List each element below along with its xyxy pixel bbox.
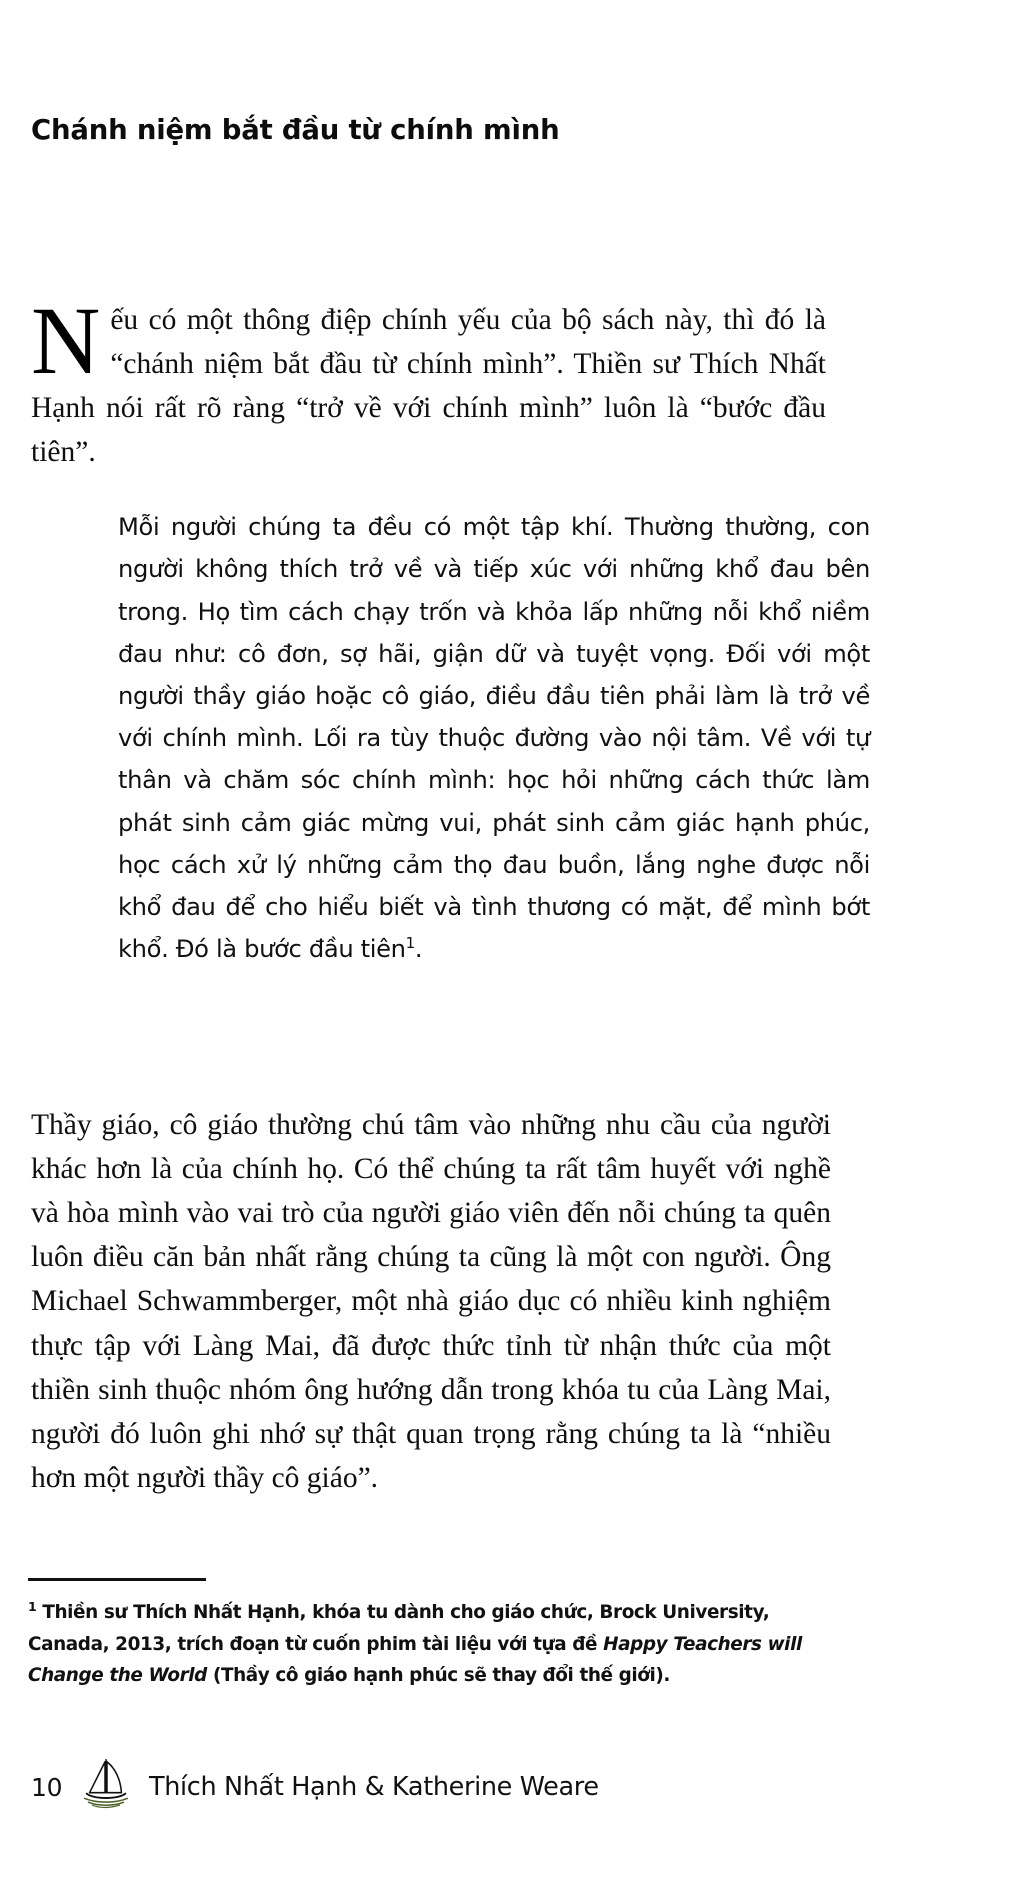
lead-paragraph-text: ếu có một thông điệp chính yếu của bộ sách này, thì đó là “chánh niệm bắt đầu từ chính mình”. Thiền sư Thích Nhất Hạnh nói rất rõ ràng “trở về với chính mình” luôn là “bước đầu tiên”. bbox=[31, 303, 826, 468]
sailboat-icon bbox=[77, 1754, 135, 1812]
footnote-reference-marker[interactable]: 1 bbox=[405, 934, 415, 953]
footnote-text-part-one: Thiền sư Thích Nhất Hạnh, khóa tu dành cho giáo chức, Brock University, Canada, 2013, trích đoạn từ cuốn phim tài liệu với tựa đề bbox=[28, 1602, 770, 1655]
lead-paragraph bbox=[31, 286, 826, 474]
page-footer bbox=[31, 1758, 599, 1816]
drop-cap-letter: N bbox=[31, 286, 101, 394]
block-quote-text: Mỗi người chúng ta đều có một tập khí. Thường thường, con người không thích trở về và tiếp xúc với những khổ đau bên trong. Họ tìm cách chạy trốn và khỏa lấp những nỗi khổ niềm đau như: cô đơn, sợ hãi, giận dữ và tuyệt vọng. Đối với một người thầy giáo hoặc cô giáo, điều đầu tiên phải làm là trở về với chính mình. Lối ra tùy thuộc đường vào nội tâm. Về với tự thân và chăm sóc chính mình: học hỏi những cách thức làm phát sinh cảm giác mừng vui, phát sinh cảm giác hạnh phúc, học cách xử lý những cảm thọ đau buồn, lắng nghe được nỗi khổ đau để cho hiểu biết và tình thương có mặt, để mình bớt khổ. Đó là bước đầu tiên bbox=[118, 513, 870, 964]
footnote-text-part-two: (Thầy cô giáo hạnh phúc sẽ thay đổi thế giới). bbox=[206, 1665, 671, 1686]
page-number: 10 bbox=[31, 1772, 63, 1802]
block-quote-trailing-punctuation: . bbox=[414, 935, 423, 964]
body-paragraph: Thầy giáo, cô giáo thường chú tâm vào những nhu cầu của người khác hơn là của chính họ. Có thể chúng ta rất tâm huyết với nghề và hòa mình vào vai trò của người giáo viên đến nỗi chúng ta quên luôn điều căn bản nhất rằng chúng ta cũng là một con người. Ông Michael Schwammberger, một nhà giáo dục có nhiều kinh nghiệm thực tập với Làng Mai, đã được thức tỉnh từ nhận thức của một thiền sinh thuộc nhóm ông hướng dẫn trong khóa tu của Làng Mai, người đó luôn ghi nhớ sự thật quan trọng rằng chúng ta là “nhiều hơn một người thầy cô giáo”. bbox=[31, 1108, 831, 1495]
block-quote bbox=[118, 506, 870, 970]
footnote bbox=[28, 1597, 833, 1692]
footnote-divider bbox=[28, 1578, 206, 1581]
footer-authors: Thích Nhất Hạnh & Katherine Weare bbox=[149, 1772, 599, 1802]
footnote-marker: 1 bbox=[28, 1598, 37, 1614]
footnote-film-title: Happy Teachers will Change the World bbox=[28, 1633, 802, 1686]
page-title: Chánh niệm bắt đầu từ chính mình bbox=[31, 114, 560, 147]
